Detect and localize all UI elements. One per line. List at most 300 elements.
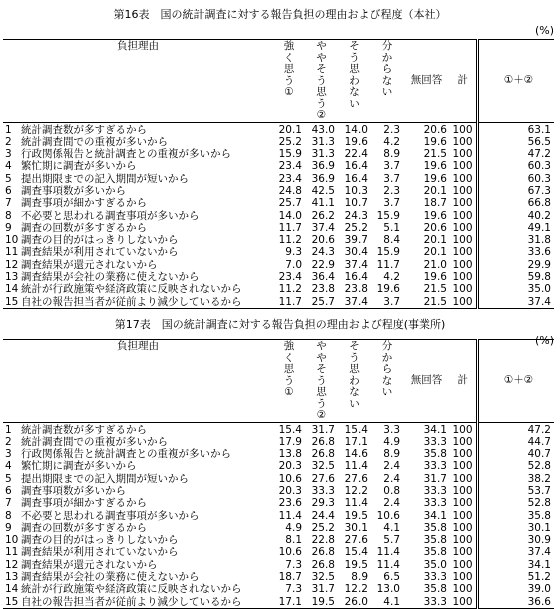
table-row [3, 197, 554, 209]
value-strong: 10.6 [278, 546, 302, 559]
value-strong: 7.0 [285, 258, 302, 271]
value-no-answer: 35.8 [423, 448, 447, 461]
value-unknown: 4.9 [383, 435, 400, 448]
row-number: 7 [5, 197, 12, 210]
table-17-body [3, 422, 554, 608]
value-not: 27.6 [344, 472, 368, 485]
value-not: 19.5 [344, 509, 368, 522]
table-row [3, 583, 554, 595]
row-number: 10 [5, 234, 19, 247]
value-not: 39.7 [344, 234, 368, 247]
value-total: 100 [452, 571, 473, 584]
value-sum: 33.6 [527, 246, 551, 259]
value-somewhat: 25.7 [305, 296, 338, 309]
value-no-answer: 20.1 [423, 184, 447, 197]
value-no-answer: 31.7 [423, 472, 447, 485]
value-not: 26.0 [338, 596, 371, 609]
value-not: 30.1 [344, 521, 368, 534]
value-total: 100 [452, 135, 473, 148]
value-strong: 23.4 [278, 271, 302, 284]
value-somewhat: 33.3 [311, 484, 335, 497]
value-not: 25.2 [344, 221, 368, 234]
value-strong: 20.3 [278, 460, 302, 473]
value-no-answer: 21.5 [403, 296, 450, 309]
value-strong: 18.7 [278, 571, 302, 584]
table-row [3, 122, 554, 136]
value-sum: 60.3 [527, 160, 551, 173]
table-16 [3, 39, 554, 309]
value-somewhat: 31.7 [311, 423, 335, 436]
row-label: 調査の目的がはっきりしないから [21, 534, 179, 547]
value-not: 16.4 [344, 172, 368, 185]
row-label: 調査結果が還元されないから [21, 558, 158, 571]
table-17 [3, 339, 554, 609]
value-somewhat: 26.8 [311, 558, 335, 571]
value-sum: 38.2 [527, 472, 551, 485]
value-total: 100 [450, 596, 477, 609]
value-strong: 20.3 [278, 484, 302, 497]
value-unknown: 13.0 [376, 583, 400, 596]
table-row [3, 185, 554, 197]
value-unknown: 6.5 [383, 571, 400, 584]
row-label: 調査の目的がはっきりしないから [21, 234, 179, 247]
value-not: 12.2 [344, 583, 368, 596]
value-sum: 67.3 [527, 184, 551, 197]
row-label: 統計調査数が多すぎるから [21, 423, 147, 436]
row-label: 調査事項数が多いから [21, 184, 126, 197]
row-number: 12 [5, 558, 19, 571]
column-header-strong: 強 く 思 う ① [273, 340, 305, 423]
value-sum: 36.6 [483, 596, 554, 609]
value-strong: 8.1 [285, 534, 302, 547]
value-not: 15.4 [344, 423, 368, 436]
value-no-answer: 34.1 [423, 423, 447, 436]
row-number: 11 [5, 546, 19, 559]
value-unknown: 2.4 [383, 472, 400, 485]
table-row [3, 283, 554, 295]
value-not: 14.0 [344, 123, 368, 136]
value-total: 100 [452, 123, 473, 136]
value-total: 100 [452, 197, 473, 210]
value-no-answer: 33.3 [423, 435, 447, 448]
value-total: 100 [452, 472, 473, 485]
row-label: 行政関係報告と統計調査との重複が多いから [21, 448, 231, 461]
value-unknown: 15.9 [376, 209, 400, 222]
value-somewhat: 32.5 [311, 460, 335, 473]
value-total: 100 [452, 246, 473, 259]
row-number: 2 [5, 135, 12, 148]
value-total: 100 [452, 423, 473, 436]
value-no-answer: 33.3 [423, 460, 447, 473]
value-no-answer: 21.5 [423, 148, 447, 161]
table-row [3, 296, 554, 309]
value-sum: 29.9 [527, 258, 551, 271]
row-label: 調査結果が会社の業務に使えないから [21, 571, 200, 584]
row-number: 12 [5, 258, 19, 271]
value-sum: 52.8 [527, 497, 551, 510]
value-total: 100 [452, 258, 473, 271]
value-unknown: 10.6 [376, 509, 400, 522]
value-total: 100 [452, 221, 473, 234]
value-total: 100 [452, 448, 473, 461]
row-number: 8 [5, 509, 12, 522]
table-row [3, 148, 554, 160]
value-sum: 37.4 [483, 296, 554, 309]
value-no-answer: 35.0 [423, 558, 447, 571]
row-label: 統計調査間での重複が多いから [21, 435, 168, 448]
value-total: 100 [452, 509, 473, 522]
row-number: 15 [5, 595, 19, 608]
table-17-title: 第17表 国の統計調査に対する報告負担の理由および程度(事業所) [114, 318, 446, 331]
table-16-unit: (%) [534, 24, 554, 37]
value-somewhat: 26.8 [311, 448, 335, 461]
table-row [3, 546, 554, 558]
row-number: 5 [5, 172, 12, 185]
value-unknown: 5.1 [383, 221, 400, 234]
column-header-no-answer: 無回答 [403, 340, 450, 423]
value-sum: 44.7 [527, 435, 551, 448]
value-unknown: 3.7 [383, 172, 400, 185]
value-no-answer: 20.1 [423, 246, 447, 259]
row-number: 6 [5, 484, 12, 497]
value-no-answer: 19.6 [423, 160, 447, 173]
row-number: 5 [5, 472, 12, 485]
value-no-answer: 20.6 [423, 221, 447, 234]
row-label: 調査事項数が多いから [21, 484, 126, 497]
value-strong: 14.0 [278, 209, 302, 222]
value-sum: 52.8 [527, 460, 551, 473]
value-total: 100 [452, 271, 473, 284]
value-strong: 15.9 [278, 148, 302, 161]
row-number: 6 [5, 184, 12, 197]
table-row [3, 485, 554, 497]
value-strong: 24.8 [278, 184, 302, 197]
value-sum: 30.1 [527, 521, 551, 534]
value-strong: 7.3 [285, 558, 302, 571]
row-label: 調査の回数が多すぎるから [21, 521, 147, 534]
value-somewhat: 26.8 [311, 546, 335, 559]
row-label: 統計が行政施策や経済政策に反映されないから [21, 283, 242, 296]
value-no-answer: 33.3 [423, 571, 447, 584]
value-strong: 15.4 [278, 423, 302, 436]
row-number: 14 [5, 583, 19, 596]
value-sum: 35.0 [527, 283, 551, 296]
value-sum: 51.2 [527, 571, 551, 584]
row-label: 統計調査間での重複が多いから [21, 135, 168, 148]
value-somewhat: 26.2 [311, 209, 335, 222]
value-not: 24.3 [344, 209, 368, 222]
value-somewhat: 32.5 [311, 571, 335, 584]
value-not: 27.6 [344, 534, 368, 547]
value-sum: 60.3 [527, 172, 551, 185]
value-strong: 23.4 [278, 172, 302, 185]
value-total: 100 [452, 497, 473, 510]
row-label: 調査の回数が多すぎるから [21, 221, 147, 234]
value-somewhat: 22.9 [311, 258, 335, 271]
value-somewhat: 26.8 [311, 435, 335, 448]
row-number: 1 [5, 123, 12, 136]
value-strong: 13.8 [278, 448, 302, 461]
value-somewhat: 31.3 [311, 135, 335, 148]
value-no-answer: 35.8 [423, 534, 447, 547]
table-row [3, 436, 554, 448]
column-header-unknown: 分 か ら な い [371, 40, 403, 123]
value-strong: 11.4 [278, 509, 302, 522]
table-row [3, 510, 554, 522]
value-no-answer: 20.1 [423, 234, 447, 247]
value-not: 19.6 [344, 135, 368, 148]
table-row [3, 448, 554, 460]
value-strong: 23.6 [278, 497, 302, 510]
value-strong: 17.9 [278, 435, 302, 448]
value-total: 100 [452, 460, 473, 473]
value-not: 10.7 [344, 197, 368, 210]
value-somewhat: 43.0 [311, 123, 335, 136]
value-unknown: 3.7 [383, 197, 400, 210]
row-number: 10 [5, 534, 19, 547]
value-unknown: 4.2 [383, 271, 400, 284]
table-row [3, 222, 554, 234]
value-sum: 30.9 [527, 534, 551, 547]
value-sum: 37.4 [527, 546, 551, 559]
value-unknown: 8.4 [383, 234, 400, 247]
value-sum: 31.8 [527, 234, 551, 247]
value-somewhat: 23.8 [311, 283, 335, 296]
row-label: 提出期限までの記入期間が短いから [21, 172, 189, 185]
value-total: 100 [452, 148, 473, 161]
table-row [3, 473, 554, 485]
table-row [3, 522, 554, 534]
row-label: 調査結果が利用されていないから [21, 246, 179, 259]
row-label: 行政関係報告と統計調査との重複が多いから [21, 148, 231, 161]
value-unknown: 4.1 [371, 596, 403, 609]
table-row [3, 160, 554, 172]
row-number: 1 [5, 423, 12, 436]
value-not: 22.4 [344, 148, 368, 161]
value-somewhat: 19.5 [305, 596, 338, 609]
value-total: 100 [452, 435, 473, 448]
value-unknown: 15.9 [376, 246, 400, 259]
value-total: 100 [452, 283, 473, 296]
column-header-reason: 負担理由 [3, 40, 273, 123]
value-no-answer: 19.6 [423, 135, 447, 148]
column-header-unknown: 分 か ら な い [371, 340, 403, 423]
value-sum: 56.5 [527, 135, 551, 148]
table-17-unit: (%) [534, 334, 554, 347]
value-strong: 10.6 [278, 472, 302, 485]
value-no-answer: 33.3 [423, 497, 447, 510]
value-total: 100 [452, 209, 473, 222]
row-label: 統計が行政施策や経済政策に反映されないから [21, 583, 242, 596]
value-unknown: 2.4 [383, 460, 400, 473]
value-unknown: 3.7 [383, 160, 400, 173]
value-total: 100 [452, 521, 473, 534]
value-no-answer: 34.1 [423, 509, 447, 522]
value-strong: 7.3 [285, 583, 302, 596]
table-row [3, 422, 554, 436]
value-no-answer: 19.6 [423, 172, 447, 185]
value-not: 14.6 [344, 448, 368, 461]
value-total: 100 [452, 558, 473, 571]
value-unknown: 8.9 [383, 148, 400, 161]
value-somewhat: 36.9 [311, 172, 335, 185]
value-unknown: 11.4 [376, 546, 400, 559]
value-not: 8.9 [351, 571, 368, 584]
row-number: 13 [5, 571, 19, 584]
value-no-answer: 35.8 [423, 521, 447, 534]
value-strong: 23.4 [278, 160, 302, 173]
row-number: 3 [5, 448, 12, 461]
value-total: 100 [452, 184, 473, 197]
value-total: 100 [452, 234, 473, 247]
value-not: 19.5 [344, 558, 368, 571]
value-somewhat: 31.3 [311, 148, 335, 161]
row-label: 調査結果が利用されていないから [21, 546, 179, 559]
value-sum: 35.8 [527, 509, 551, 522]
value-no-answer: 33.3 [423, 484, 447, 497]
value-no-answer: 20.6 [423, 123, 447, 136]
value-no-answer: 35.8 [423, 546, 447, 559]
value-unknown: 4.1 [383, 521, 400, 534]
table-row [3, 246, 554, 258]
table-row [3, 136, 554, 148]
value-sum: 40.2 [527, 209, 551, 222]
table-row [3, 534, 554, 546]
value-not: 12.2 [344, 484, 368, 497]
row-number: 14 [5, 283, 19, 296]
value-not: 11.4 [344, 460, 368, 473]
row-number: 4 [5, 460, 12, 473]
value-not: 16.4 [344, 271, 368, 284]
row-label: 統計調査数が多すぎるから [21, 123, 147, 136]
column-header-somewhat: や や そ う 思 う ② [305, 340, 338, 423]
value-strong: 20.1 [278, 123, 302, 136]
value-unknown: 3.3 [383, 423, 400, 436]
value-not: 23.8 [344, 283, 368, 296]
value-not: 30.4 [344, 246, 368, 259]
row-label: 提出期限までの記入期間が短いから [21, 472, 189, 485]
value-sum: 59.8 [527, 271, 551, 284]
table-row [3, 460, 554, 472]
value-unknown: 2.3 [383, 184, 400, 197]
value-strong: 4.9 [285, 521, 302, 534]
column-header-reason: 負担理由 [3, 340, 273, 423]
column-header-no-answer: 無回答 [403, 40, 450, 123]
value-somewhat: 41.1 [311, 197, 335, 210]
value-no-answer: 19.6 [423, 209, 447, 222]
value-not: 16.4 [344, 160, 368, 173]
table-row [3, 234, 554, 246]
row-number: 4 [5, 160, 12, 173]
column-header-total: 計 [450, 340, 477, 423]
row-number: 7 [5, 497, 12, 510]
table-row [3, 259, 554, 271]
value-unknown: 2.4 [383, 497, 400, 510]
table-row [3, 271, 554, 283]
value-no-answer: 18.7 [423, 197, 447, 210]
value-somewhat: 24.4 [311, 509, 335, 522]
value-unknown: 11.4 [376, 558, 400, 571]
value-sum: 47.2 [527, 423, 551, 436]
value-total: 100 [450, 296, 477, 309]
row-number: 9 [5, 521, 12, 534]
row-number: 2 [5, 435, 12, 448]
value-not: 17.1 [344, 435, 368, 448]
row-number: 3 [5, 148, 12, 161]
value-somewhat: 27.6 [311, 472, 335, 485]
value-no-answer: 21.5 [423, 283, 447, 296]
value-unknown: 0.8 [383, 484, 400, 497]
value-somewhat: 36.4 [311, 271, 335, 284]
value-sum: 40.7 [527, 448, 551, 461]
value-sum: 53.7 [527, 484, 551, 497]
value-not: 15.4 [344, 546, 368, 559]
row-number: 8 [5, 209, 12, 222]
row-label: 調査事項が細かすぎるから [21, 497, 147, 510]
column-header-sum: ①＋② [483, 340, 554, 423]
value-unknown: 5.7 [383, 534, 400, 547]
value-total: 100 [452, 484, 473, 497]
column-header-strong: 強 く 思 う ① [273, 40, 305, 123]
value-sum: 34.1 [527, 558, 551, 571]
value-somewhat: 24.3 [311, 246, 335, 259]
column-header-not: そ う 思 わ な い [338, 340, 371, 423]
table-row [3, 173, 554, 185]
value-total: 100 [452, 583, 473, 596]
row-number: 13 [5, 271, 19, 284]
value-no-answer: 21.0 [423, 258, 447, 271]
column-header-not: そ う 思 わ な い [338, 40, 371, 123]
value-sum: 49.1 [527, 221, 551, 234]
value-strong: 25.7 [278, 197, 302, 210]
value-strong: 11.2 [278, 283, 302, 296]
value-strong: 9.3 [285, 246, 302, 259]
row-label: 繁忙期に調査が多いから [21, 160, 137, 173]
value-total: 100 [452, 534, 473, 547]
column-header-total: 計 [450, 40, 477, 123]
value-unknown: 19.6 [376, 283, 400, 296]
row-number: 15 [5, 295, 19, 308]
value-no-answer: 19.6 [423, 271, 447, 284]
value-unknown: 8.9 [383, 448, 400, 461]
value-strong: 11.7 [278, 221, 302, 234]
value-not: 37.4 [344, 258, 368, 271]
value-unknown: 2.3 [383, 123, 400, 136]
value-not: 37.4 [338, 296, 371, 309]
value-sum: 63.1 [527, 123, 551, 136]
value-total: 100 [452, 546, 473, 559]
table-16-title: 第16表 国の統計調査に対する報告負担の理由および程度（本社） [113, 8, 447, 21]
row-label: 調査結果が還元されないから [21, 258, 158, 271]
value-strong: 11.2 [278, 234, 302, 247]
value-unknown: 3.7 [371, 296, 403, 309]
value-unknown: 11.7 [376, 258, 400, 271]
row-label: 調査結果が会社の業務に使えないから [21, 271, 200, 284]
row-label: 自社の報告担当者が従前より減少しているから [20, 296, 273, 309]
value-somewhat: 29.3 [311, 497, 335, 510]
row-number: 11 [5, 246, 19, 259]
table-row [3, 559, 554, 571]
column-header-sum: ①＋② [483, 40, 554, 123]
value-somewhat: 36.9 [311, 160, 335, 173]
row-number: 9 [5, 221, 12, 234]
value-total: 100 [452, 160, 473, 173]
value-somewhat: 42.5 [311, 184, 335, 197]
value-somewhat: 20.6 [311, 234, 335, 247]
row-label: 繁忙期に調査が多いから [21, 460, 137, 473]
row-label: 不必要と思われる調査事項が多いから [21, 209, 200, 222]
value-strong: 25.2 [278, 135, 302, 148]
